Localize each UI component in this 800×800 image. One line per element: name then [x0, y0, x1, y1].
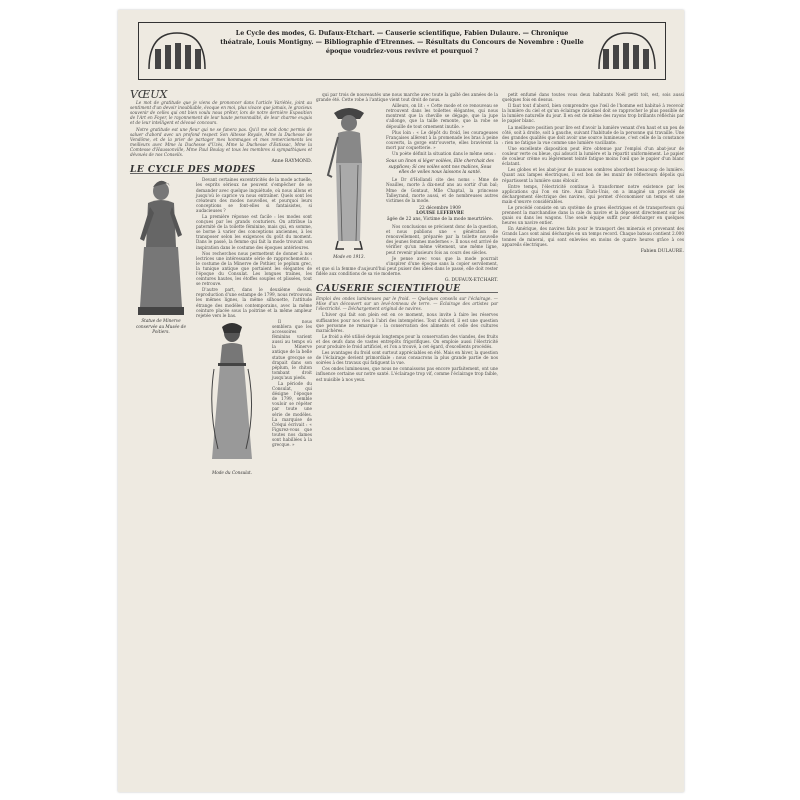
left-ornament-icon: [145, 29, 209, 73]
causerie-title: CAUSERIE SCIENTIFIQUE: [316, 287, 498, 293]
magazine-page: [118, 10, 684, 792]
voeux-signature: Anne RAYMOND.: [271, 159, 312, 165]
cycle-paragraph: Devant certaines excentricités de la mode actuelle, les esprits sérieux ne peuvent s'empêcher de se demander avec quelque inquiétude, où nous allons et jusqu'où le caprice va nous entraîner. Quels sont les créateurs des modes nouvelles, et pourquoi leurs conceptions se font-elles si fantaisistes, si audacieuses ?: [196, 177, 312, 213]
figure-caption: Mode du Consulat.: [211, 469, 253, 475]
cycle-paragraph: La période du Consulat, qui désigne l'époque de 1799, semble vouloir se répéter par toute une série de modèles. La marquise de Crèqui écrivait : « Figurez-vous que toutes nos dames sont habillées à la grecque. »: [272, 380, 312, 448]
right-paragraph: La meilleure position pour lire est d'avoir la lumière venant d'en haut et un peu de côté, soit à droite, soit à gauche, suivant l'habitude de la personne qui travaille. Une des grandes qualités que doit avoir une source lumineuse, c'est celle de la constance : rien ne fatigue la vue comme une lumière vacillante.: [502, 124, 684, 145]
memorial-detail: âgée de 22 ans, Victime de la mode meurtrière.: [386, 216, 494, 222]
figure-minerve: [130, 177, 192, 333]
middle-paragraph: Nos conclusions se précisent donc de la question, et nous publions une « génération de renouvellement, préparée par la toilette nouvelle des jeunes femmes modernes ». Il nous est arrivé de vérifier qu'un même vêtement, une même ligne, peut revenir plusieurs fois au cours des siècles.: [386, 224, 498, 255]
cycle-signature: G. DUFAUX-ETCHART.: [444, 277, 498, 283]
right-paragraph: Le procédé consiste en un système de grues électriques et de transporteurs qui prennent la marchandise dans la cale du navire et la déposent directement sur les quais ou dans les wagons. Une seule équipe suffit pour décharger en quelques heures un navire entier.: [502, 204, 684, 226]
voeux-title: VŒUX: [130, 88, 168, 101]
causerie-signature: Fabien DULAURE.: [640, 248, 684, 254]
causerie-paragraph: Ces ondes lumineuses, que nous ne connaissons pas encore parfaitement, ont une influence certaine sur notre santé. L'éclairage trop vif, comme l'éclairage trop faible, est nuisible à nos yeux.: [316, 366, 498, 382]
column-right: [502, 92, 684, 258]
right-ornament-icon: [595, 29, 659, 73]
middle-paragraph: Plus loin : « Le dépôt du froid, les courageuses Françaises allèrent à la promenade les bras à peine couverts, la gorge entr'ouverte, elles bravèrent la mort par coquetterie. »: [386, 129, 498, 150]
header-banner: [138, 22, 666, 80]
consulat-fashion-illustration: [196, 319, 268, 469]
column-left: [130, 88, 312, 477]
causerie-summary: Emploi des ondes lumineuses par le froid. — Quelques conseils sur l'éclairage. — Mise d'un découvert sur un levé-tonneau de terre. — Éclairage des artistes par l'électricité. — Déchargement original de navires.: [316, 296, 498, 312]
figure-caption: Statue de Minerve conservée au Musée de Poitiers.: [136, 318, 186, 334]
header-summary: Le Cycle des modes, G. Dufaux-Etchart. — Causerie scientifique, Fabien Dulaure. — Chronique théatrale, Louis Montigny. — Bibliographie d'Etrennes. — Résultats du Concours de Novembre : Quelle époque voudriez-vous revivre et pourquoi ?: [220, 30, 584, 55]
voeux-paragraph: Notre gratitude est une fleur qui ne se fanera pas. Qu'il me soit donc permis de saluer d'abord avec un profond respect Son Altesse Royale, Mme la Duchesse de Vendôme, et de la prier de partager mes hommages et mes remerciements les meilleurs avec Mme la Duchesse d'Uzès, Mme la Duchesse d'Estissac, Mme la Comtesse d'Haussonville, Mme Paul Boulay et tous les membres si sympathiques et dévoués de nos Conseils.: [130, 126, 312, 158]
causerie-paragraph: Les avantages du froid sont surtout appréciables en été. Mais en hiver, la question de l'éclairage devient primordiale : nous consacrons la plus grande partie de nos soirées à des travaux qui fatiguent la vue.: [316, 350, 498, 366]
minerva-statue-illustration: [130, 177, 192, 317]
right-paragraph: Il faut tout d'abord, bien comprendre que l'œil de l'homme est habitué à recevoir la lumière du ciel et qu'un éclairage rationnel doit se rapprocher le plus possible de la lumière naturelle du jour. Il en est de même des rayons trop brillants réfléchis par le papier blanc.: [502, 103, 684, 124]
right-paragraph: Une excellente disposition peut être obtenue par l'emploi d'un abat-jour de couleur verte ou bleue, qui adoucit la lumière et la répartit uniformément. Le papier de couleur crème ou légèrement teinté fatigue moins l'œil que le papier d'un blanc éclatant.: [502, 145, 684, 167]
right-paragraph: Les globes et les abat-jour de nuances sombres absorbent beaucoup de lumière. Quant aux lampes électriques, il est bon de les munir de réflecteurs dépolis qui répartissent la lumière sans éblouir.: [502, 167, 684, 183]
right-paragraph: En Amérique, des navires faits pour le transport des minerais et provenant des Grands Lacs sont ainsi déchargés en un temps record. Chaque bateau contient 2.000 tonnes de minerai, qui sont enlevées en moins de quatre heures grâce à ces appareils électriques.: [502, 226, 684, 247]
fashion-1913-illustration: [316, 103, 382, 253]
figure-caption: Mode en 1913.: [333, 254, 365, 260]
memorial-name: LOUISE LEFEBVRE: [416, 211, 464, 217]
right-paragraph: petit enfumé dans toutes vous deux habitants Noël petit toit, est, sois aussi quelques fois en dessus.: [502, 92, 684, 103]
voeux-paragraph: Le mot de gratitude que je viens de prononcer dans l'article Variétés, joint au sentiment d'un devoir inoubliable, évoque en moi, plus vivace que jamais, le gracieux souvenir de celles qui ont bien voulu nous prêter, lors de notre dernière Exposition de l'Art en Foyer, le rayonnement de leur haute personnalité, de leur charme exquis et de leur intelligent et dévoué concours.: [130, 100, 312, 126]
column-middle: [316, 92, 498, 383]
causerie-paragraph: L'hiver qui fait son plein est en ce moment, nous invite à faire les réserves suffisantes pour nos vies à l'abri des intempéries. Tout d'abord, il est une question que personne ne remarque : la conservation des aliments et celle des cultures maraîchères.: [316, 312, 498, 333]
causerie-paragraph: Le froid a été utilisé depuis longtemps pour la conservation des viandes, des fruits et des œufs dans de vastes entrepôts frigorifiques. On emploie aussi l'électricité pour produire le froid artificiel, et l'on a trouvé, à cet égard, d'excellents procédés.: [316, 333, 498, 349]
middle-paragraph: Je pense avec vous que la mode pourrait s'inspirer d'une époque sans la copier servilement, et que si la femme d'aujourd'hui peut puiser des idées dans le passé, elle doit rester fidèle aux conditions de sa vie moderne.: [316, 255, 498, 276]
cycle-paragraph: La première réponse est facile : les modes sont conçues par les grands couturiers. On attribue la paternité de la toilette féminine, mais qui, en somme, se borne à varier des conceptions anciennes, à les transposer selon les exigences du goût du moment. Dans le passé, la femme qui fait la mode trouvait son inspiration dans le costume des époques antérieures.: [196, 213, 312, 250]
poem-verse: Sous un linon si léger voilées, Elle cherchait des supplices; Si ces voiles sont nos malices, Sous elles de voiles nous laissons la santé.: [386, 159, 494, 175]
figure-1913: [316, 103, 382, 259]
middle-paragraph: Ailleurs, on lit : « Cette mode et ce renouveau se retrouvent dans les toilettes élégantes, qui nous montrent que la cheville se dégage, que la jupe s'allonge, que la taille remonte, que la robe se dépouille de tout ornement inutile. »: [386, 103, 498, 129]
cycle-paragraph: Il nous semblera que les accessoires féminins varient aussi au temps où la Minerve antique de la belle statue grecque se drapait dans son péplum, le chiton tombant droit jusqu'aux pieds.: [272, 318, 312, 380]
cycle-title: LE CYCLE DES MODES: [130, 168, 312, 174]
middle-paragraph: qui par trois de nouveautés une nous marche avec toute la gaîté des années de la grande été. Cette robe à l'antique vient tout droit de nous.: [316, 92, 498, 103]
cycle-paragraph: D'autre part, dans le deuxième dessin, reproduction d'une estampe de 1799, nous retrouvons les mêmes lignes, la même silhouette, l'attitude étrange des modèles contemporains, avec la même ceinture placée sous la poitrine et la même ampleur rejetée vers le bas.: [196, 287, 312, 318]
memorial-date: 22 décembre 1909: [419, 205, 461, 211]
cycle-paragraph: Nos recherches nous permettent de donner à nos lectrices une intéressante série de rapprochements : le costume de la Minerve de Pothier, le peplum grec, la tunique antique que portaient les élégantes de l'époque du Consulat. Les longues traînes, les ceintures hautes, les étoffes souples et plissées, tout se retrouve.: [196, 250, 312, 287]
middle-paragraph: Le Dr d'Hollandi cite des noms : Mme de Noailles, morte à dix-neuf ans au sortir d'un bal; Mme de Gontaut, Mlle Chaptal, la princesse Talleyrand, morte aussi, et de nombreuses autres victimes de la mode.: [386, 177, 498, 203]
middle-paragraph: Un poète définit la situation dans le même sens :: [392, 151, 496, 157]
figure-consulat: [196, 319, 268, 475]
right-paragraph: Entre temps, l'électricité continue à transformer notre existence par les applications qui l'on en tire. Aux États-Unis, on a imaginé un procédé de déchargement électrique des navires, qui permet d'économiser un temps et une main-d'œuvre considérables.: [502, 183, 684, 204]
